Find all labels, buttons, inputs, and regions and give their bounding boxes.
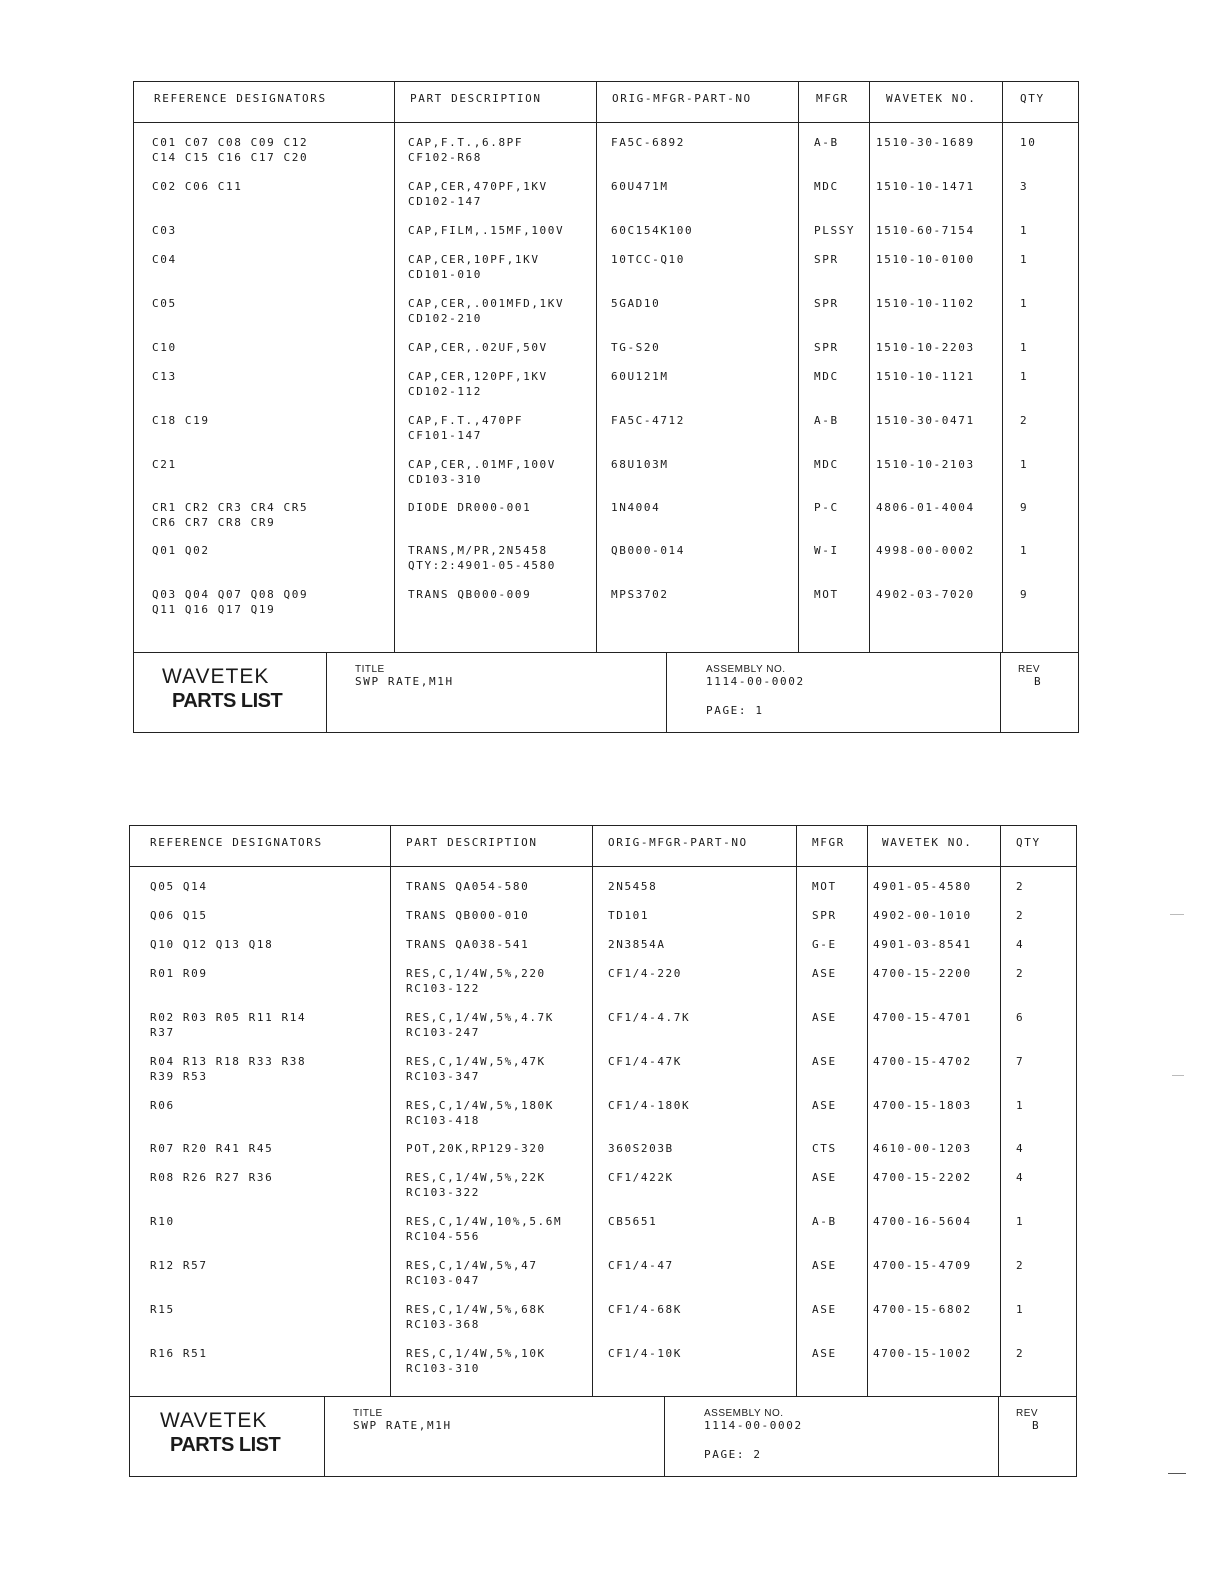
cell-wavetek: 1510-10-1471 bbox=[876, 180, 975, 193]
cell-mfgr: ASE bbox=[812, 967, 837, 980]
cell-wavetek: 4998-00-0002 bbox=[876, 544, 975, 557]
cell-mfgr: MDC bbox=[814, 180, 839, 193]
cell-desc: TRANS QA038-541 bbox=[406, 938, 530, 951]
cell-orig: 1N4004 bbox=[611, 501, 661, 514]
cell-ref: R02 R03 R05 R11 R14 R37 bbox=[150, 1011, 307, 1039]
cell-qty: 1 bbox=[1020, 341, 1029, 354]
cell-qty: 6 bbox=[1016, 1011, 1025, 1024]
title-value: SWP RATE,M1H bbox=[353, 1419, 452, 1432]
cell-ref: R01 R09 bbox=[150, 967, 208, 980]
cell-desc: CAP,CER,120PF,1KV CD102-112 bbox=[408, 370, 548, 398]
cell-orig: CF1/422K bbox=[608, 1171, 674, 1184]
cell-mfgr: ASE bbox=[812, 1303, 837, 1316]
header-part-description: PART DESCRIPTION bbox=[406, 836, 538, 849]
cell-qty: 2 bbox=[1016, 967, 1025, 980]
cell-orig: 2N5458 bbox=[608, 880, 658, 893]
cell-ref: C21 bbox=[152, 458, 177, 471]
cell-mfgr: ASE bbox=[812, 1055, 837, 1068]
cell-desc: RES,C,1/4W,5%,68K RC103-368 bbox=[406, 1303, 546, 1331]
rev-value: B bbox=[1034, 675, 1043, 688]
cell-qty: 9 bbox=[1020, 588, 1029, 601]
cell-wavetek: 4700-15-2200 bbox=[873, 967, 972, 980]
parts-list-sheet-1 bbox=[133, 81, 1079, 733]
cell-qty: 3 bbox=[1020, 180, 1029, 193]
cell-wavetek: 4902-00-1010 bbox=[873, 909, 972, 922]
cell-qty: 2 bbox=[1016, 1347, 1025, 1360]
cell-orig: CF1/4-220 bbox=[608, 967, 683, 980]
wavetek-logo: WAVETEK bbox=[160, 1409, 268, 1432]
cell-wavetek: 4700-15-4702 bbox=[873, 1055, 972, 1068]
cell-desc: RES,C,1/4W,5%,4.7K RC103-247 bbox=[406, 1011, 555, 1039]
header-reference-designators: REFERENCE DESIGNATORS bbox=[150, 836, 323, 849]
title-value: SWP RATE,M1H bbox=[355, 675, 454, 688]
cell-mfgr: SPR bbox=[814, 297, 839, 310]
cell-desc: RES,C,1/4W,5%,47K RC103-347 bbox=[406, 1055, 546, 1083]
cell-qty: 2 bbox=[1016, 909, 1025, 922]
cell-wavetek: 4700-15-6802 bbox=[873, 1303, 972, 1316]
cell-orig: 10TCC-Q10 bbox=[611, 253, 686, 266]
cell-orig: 60U121M bbox=[611, 370, 669, 383]
title-label: TITLE bbox=[355, 664, 385, 675]
cell-ref: C10 bbox=[152, 341, 177, 354]
cell-mfgr: PLSSY bbox=[814, 224, 856, 237]
cell-qty: 1 bbox=[1016, 1215, 1025, 1228]
cell-orig: FA5C-6892 bbox=[611, 136, 686, 149]
cell-ref: C18 C19 bbox=[152, 414, 210, 427]
cell-desc: CAP,F.T.,470PF CF101-147 bbox=[408, 414, 524, 442]
cell-mfgr: SPR bbox=[814, 341, 839, 354]
cell-ref: C04 bbox=[152, 253, 177, 266]
cell-wavetek: 1510-30-0471 bbox=[876, 414, 975, 427]
cell-orig: CF1/4-47 bbox=[608, 1259, 674, 1272]
cell-desc: CAP,CER,.001MFD,1KV CD102-210 bbox=[408, 297, 565, 325]
cell-orig: TG-S20 bbox=[611, 341, 661, 354]
cell-ref: CR1 CR2 CR3 CR4 CR5 CR6 CR7 CR8 CR9 bbox=[152, 501, 309, 529]
cell-mfgr: MDC bbox=[814, 370, 839, 383]
cell-desc: RES,C,1/4W,10%,5.6M RC104-556 bbox=[406, 1215, 563, 1243]
cell-desc: TRANS QB000-010 bbox=[406, 909, 530, 922]
cell-mfgr: MDC bbox=[814, 458, 839, 471]
parts-list-heading: PARTS LIST bbox=[172, 690, 283, 712]
cell-qty: 4 bbox=[1016, 1142, 1025, 1155]
assembly-value: 1114-00-0002 bbox=[704, 1419, 803, 1432]
cell-ref: C03 bbox=[152, 224, 177, 237]
cell-desc: RES,C,1/4W,5%,47 RC103-047 bbox=[406, 1259, 538, 1287]
cell-wavetek: 1510-10-0100 bbox=[876, 253, 975, 266]
cell-qty: 7 bbox=[1016, 1055, 1025, 1068]
cell-desc: CAP,CER,.02UF,50V bbox=[408, 341, 548, 354]
cell-mfgr: ASE bbox=[812, 1347, 837, 1360]
cell-ref: Q03 Q04 Q07 Q08 Q09 Q11 Q16 Q17 Q19 bbox=[152, 588, 309, 616]
cell-mfgr: P-C bbox=[814, 501, 839, 514]
cell-desc: CAP,CER,10PF,1KV CD101-010 bbox=[408, 253, 540, 281]
cell-desc: RES,C,1/4W,5%,180K RC103-418 bbox=[406, 1099, 555, 1127]
parts-list-sheet-2 bbox=[129, 825, 1077, 1477]
cell-desc: RES,C,1/4W,5%,10K RC103-310 bbox=[406, 1347, 546, 1375]
cell-qty: 4 bbox=[1016, 938, 1025, 951]
cell-qty: 1 bbox=[1020, 297, 1029, 310]
cell-desc: CAP,F.T.,6.8PF CF102-R68 bbox=[408, 136, 524, 164]
cell-qty: 2 bbox=[1016, 1259, 1025, 1272]
cell-mfgr: ASE bbox=[812, 1171, 837, 1184]
cell-orig: CF1/4-68K bbox=[608, 1303, 683, 1316]
assembly-value: 1114-00-0002 bbox=[706, 675, 805, 688]
cell-ref: R07 R20 R41 R45 bbox=[150, 1142, 274, 1155]
header-qty: QTY bbox=[1016, 836, 1041, 849]
cell-wavetek: 4901-05-4580 bbox=[873, 880, 972, 893]
cell-desc: TRANS,M/PR,2N5458 QTY:2:4901-05-4580 bbox=[408, 544, 557, 572]
cell-desc: CAP,CER,.01MF,100V CD103-310 bbox=[408, 458, 557, 486]
cell-wavetek: 4901-03-8541 bbox=[873, 938, 972, 951]
cell-wavetek: 1510-10-1102 bbox=[876, 297, 975, 310]
cell-wavetek: 1510-30-1689 bbox=[876, 136, 975, 149]
header-part-description: PART DESCRIPTION bbox=[410, 92, 542, 105]
cell-orig: FA5C-4712 bbox=[611, 414, 686, 427]
cell-wavetek: 1510-10-1121 bbox=[876, 370, 975, 383]
cell-wavetek: 1510-10-2203 bbox=[876, 341, 975, 354]
cell-ref: R08 R26 R27 R36 bbox=[150, 1171, 274, 1184]
cell-wavetek: 4700-15-1002 bbox=[873, 1347, 972, 1360]
cell-qty: 2 bbox=[1020, 414, 1029, 427]
cell-orig: 2N3854A bbox=[608, 938, 666, 951]
cell-orig: CF1/4-47K bbox=[608, 1055, 683, 1068]
assembly-label: ASSEMBLY NO. bbox=[704, 1408, 784, 1419]
header-wavetek-no: WAVETEK NO. bbox=[886, 92, 977, 105]
cell-orig: CF1/4-10K bbox=[608, 1347, 683, 1360]
cell-orig: CB5651 bbox=[608, 1215, 658, 1228]
cell-ref: Q06 Q15 bbox=[150, 909, 208, 922]
cell-wavetek: 4700-15-2202 bbox=[873, 1171, 972, 1184]
header-mfgr: MFGR bbox=[816, 92, 849, 105]
cell-mfgr: SPR bbox=[814, 253, 839, 266]
cell-mfgr: A-B bbox=[814, 414, 839, 427]
header-reference-designators: REFERENCE DESIGNATORS bbox=[154, 92, 327, 105]
title-label: TITLE bbox=[353, 1408, 383, 1419]
cell-qty: 1 bbox=[1020, 458, 1029, 471]
cell-mfgr: MOT bbox=[814, 588, 839, 601]
cell-mfgr: ASE bbox=[812, 1011, 837, 1024]
cell-wavetek: 4700-15-4701 bbox=[873, 1011, 972, 1024]
rev-value: B bbox=[1032, 1419, 1041, 1432]
cell-qty: 1 bbox=[1020, 253, 1029, 266]
cell-qty: 1 bbox=[1016, 1099, 1025, 1112]
cell-wavetek: 4902-03-7020 bbox=[876, 588, 975, 601]
cell-ref: C13 bbox=[152, 370, 177, 383]
cell-ref: R16 R51 bbox=[150, 1347, 208, 1360]
cell-wavetek: 4610-00-1203 bbox=[873, 1142, 972, 1155]
cell-wavetek: 1510-10-2103 bbox=[876, 458, 975, 471]
cell-ref: Q10 Q12 Q13 Q18 bbox=[150, 938, 274, 951]
cell-desc: POT,20K,RP129-320 bbox=[406, 1142, 546, 1155]
cell-wavetek: 4700-15-4709 bbox=[873, 1259, 972, 1272]
cell-mfgr: ASE bbox=[812, 1259, 837, 1272]
cell-ref: R10 bbox=[150, 1215, 175, 1228]
cell-qty: 2 bbox=[1016, 880, 1025, 893]
cell-orig: 5GAD10 bbox=[611, 297, 661, 310]
parts-list-heading: PARTS LIST bbox=[170, 1434, 281, 1456]
cell-qty: 9 bbox=[1020, 501, 1029, 514]
cell-orig: QB000-014 bbox=[611, 544, 686, 557]
cell-ref: C05 bbox=[152, 297, 177, 310]
wavetek-logo: WAVETEK bbox=[162, 665, 270, 688]
cell-desc: DIODE DR000-001 bbox=[408, 501, 532, 514]
cell-desc: RES,C,1/4W,5%,22K RC103-322 bbox=[406, 1171, 546, 1199]
cell-wavetek: 4700-15-1803 bbox=[873, 1099, 972, 1112]
cell-ref: R15 bbox=[150, 1303, 175, 1316]
cell-orig: CF1/4-180K bbox=[608, 1099, 691, 1112]
cell-desc: CAP,FILM,.15MF,100V bbox=[408, 224, 565, 237]
cell-ref: C02 C06 C11 bbox=[152, 180, 243, 193]
rev-label: REV bbox=[1016, 1408, 1039, 1419]
cell-ref: Q01 Q02 bbox=[152, 544, 210, 557]
cell-desc: RES,C,1/4W,5%,220 RC103-122 bbox=[406, 967, 546, 995]
cell-wavetek: 4700-16-5604 bbox=[873, 1215, 972, 1228]
cell-orig: CF1/4-4.7K bbox=[608, 1011, 691, 1024]
cell-desc: TRANS QA054-580 bbox=[406, 880, 530, 893]
cell-orig: 60C154K100 bbox=[611, 224, 694, 237]
header-qty: QTY bbox=[1020, 92, 1045, 105]
cell-orig: MPS3702 bbox=[611, 588, 669, 601]
page-number: PAGE: 2 bbox=[704, 1448, 762, 1461]
cell-qty: 4 bbox=[1016, 1171, 1025, 1184]
cell-orig: 360S203B bbox=[608, 1142, 674, 1155]
cell-orig: 60U471M bbox=[611, 180, 669, 193]
rev-label: REV bbox=[1018, 664, 1041, 675]
cell-wavetek: 4806-01-4004 bbox=[876, 501, 975, 514]
cell-qty: 1 bbox=[1020, 544, 1029, 557]
cell-orig: TD101 bbox=[608, 909, 650, 922]
cell-ref: Q05 Q14 bbox=[150, 880, 208, 893]
cell-wavetek: 1510-60-7154 bbox=[876, 224, 975, 237]
cell-ref: C01 C07 C08 C09 C12 C14 C15 C16 C17 C20 bbox=[152, 136, 309, 164]
cell-mfgr: CTS bbox=[812, 1142, 837, 1155]
cell-ref: R06 bbox=[150, 1099, 175, 1112]
cell-mfgr: A-B bbox=[814, 136, 839, 149]
cell-mfgr: G-E bbox=[812, 938, 837, 951]
header-wavetek-no: WAVETEK NO. bbox=[882, 836, 973, 849]
cell-ref: R12 R57 bbox=[150, 1259, 208, 1272]
cell-mfgr: ASE bbox=[812, 1099, 837, 1112]
assembly-label: ASSEMBLY NO. bbox=[706, 664, 786, 675]
cell-qty: 10 bbox=[1020, 136, 1037, 149]
cell-mfgr: SPR bbox=[812, 909, 837, 922]
cell-ref: R04 R13 R18 R33 R38 R39 R53 bbox=[150, 1055, 307, 1083]
header-orig-mfgr-part-no: ORIG-MFGR-PART-NO bbox=[608, 836, 748, 849]
cell-mfgr: W-I bbox=[814, 544, 839, 557]
cell-desc: TRANS QB000-009 bbox=[408, 588, 532, 601]
header-mfgr: MFGR bbox=[812, 836, 845, 849]
cell-desc: CAP,CER,470PF,1KV CD102-147 bbox=[408, 180, 548, 208]
page-number: PAGE: 1 bbox=[706, 704, 764, 717]
cell-mfgr: MOT bbox=[812, 880, 837, 893]
cell-orig: 68U103M bbox=[611, 458, 669, 471]
cell-qty: 1 bbox=[1016, 1303, 1025, 1316]
cell-qty: 1 bbox=[1020, 224, 1029, 237]
cell-qty: 1 bbox=[1020, 370, 1029, 383]
header-orig-mfgr-part-no: ORIG-MFGR-PART-NO bbox=[612, 92, 752, 105]
cell-mfgr: A-B bbox=[812, 1215, 837, 1228]
